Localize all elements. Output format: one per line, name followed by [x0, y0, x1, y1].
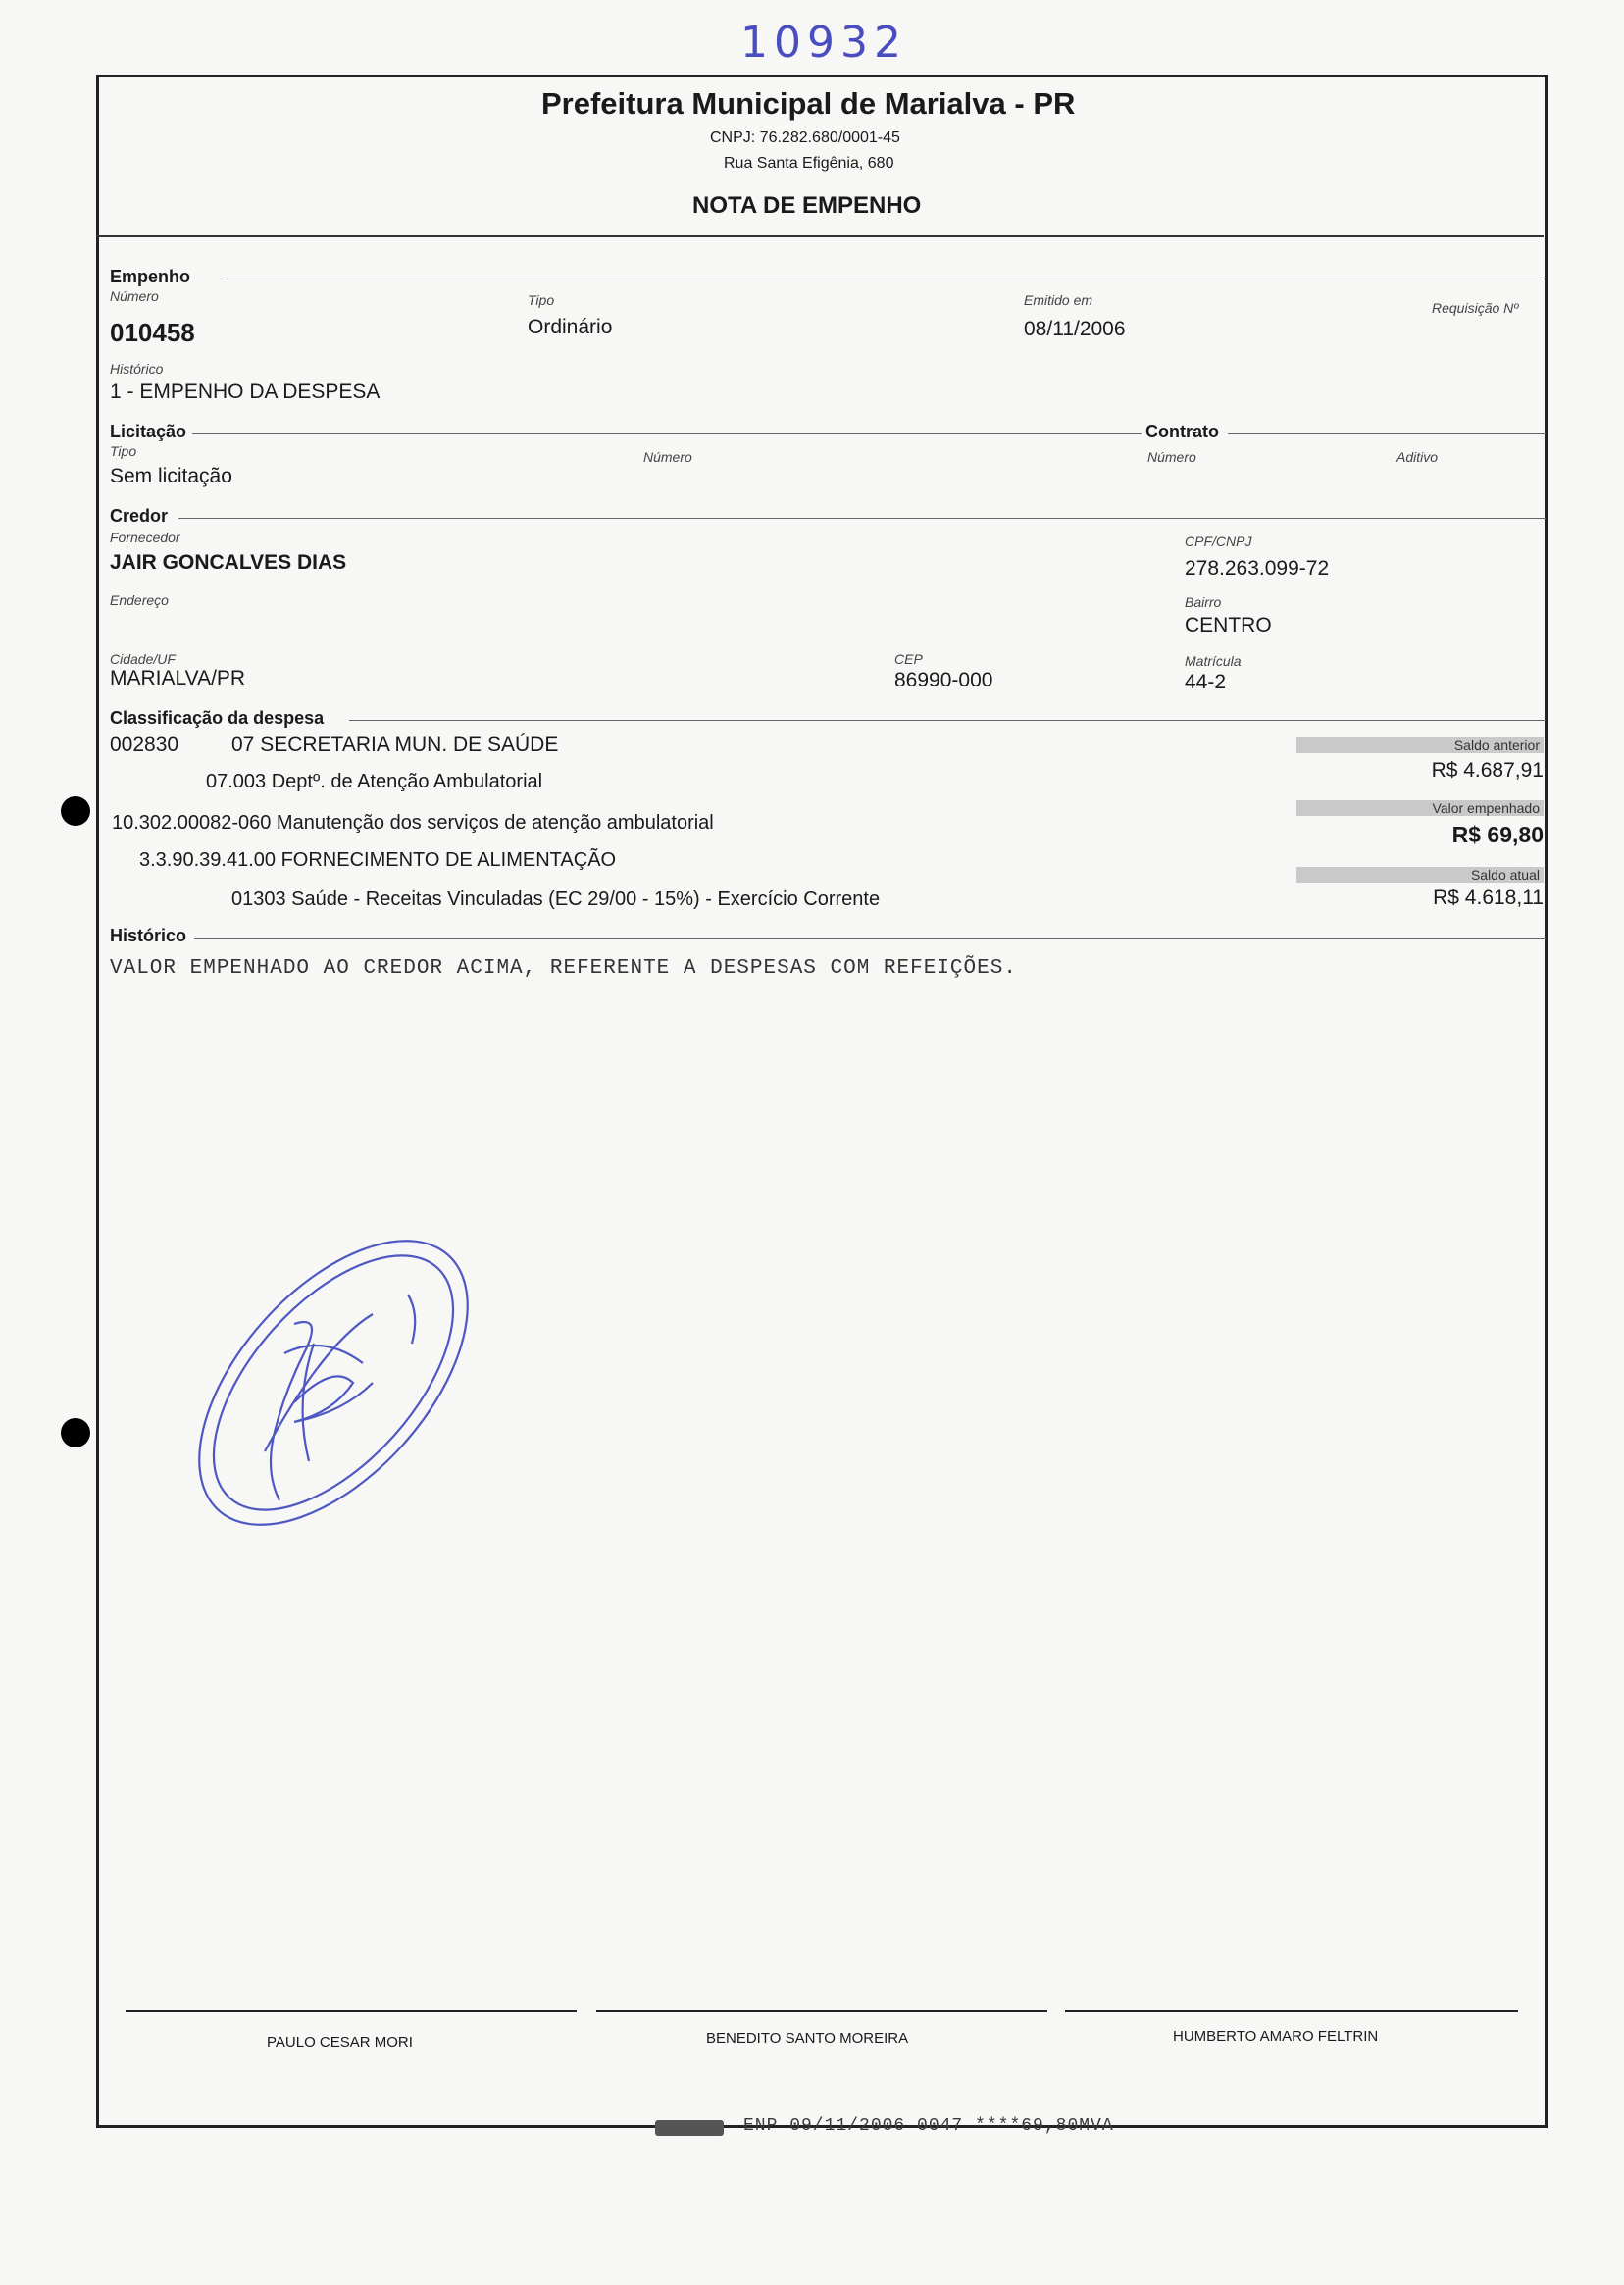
municipality-title: Prefeitura Municipal de Marialva - PR	[541, 86, 1076, 121]
matricula-label: Matrícula	[1185, 653, 1242, 669]
cpf-value: 278.263.099-72	[1185, 557, 1330, 580]
empenho-tipo-label: Tipo	[528, 292, 555, 308]
handwritten-number: 10932	[740, 18, 907, 68]
contrato-section-label: Contrato	[1145, 422, 1219, 441]
emitido-label: Emitido em	[1024, 292, 1093, 308]
licitacao-section-label: Licitação	[110, 422, 187, 441]
cidade-label: Cidade/UF	[110, 651, 176, 667]
doc-title: NOTA DE EMPENHO	[692, 192, 922, 219]
cpf-label: CPF/CNPJ	[1185, 533, 1252, 549]
endereco-label: Endereço	[110, 592, 169, 608]
requisicao-label: Requisição Nº	[1432, 300, 1519, 316]
empenho-historico-label: Histórico	[110, 361, 164, 377]
valor-empenhado-label: Valor empenhado	[1296, 800, 1544, 816]
licitacao-tipo: Sem licitação	[110, 465, 232, 487]
empenho-numero: 010458	[110, 318, 195, 347]
licitacao-tipo-label: Tipo	[110, 443, 137, 459]
signature-name-3: HUMBERTO AMARO FELTRIN	[1173, 2028, 1379, 2045]
signature-name-2: BENEDITO SANTO MOREIRA	[706, 2030, 909, 2047]
saldo-atual-label: Saldo atual	[1296, 867, 1544, 883]
empenho-numero-label: Número	[110, 288, 159, 304]
bairro-label: Bairro	[1185, 594, 1222, 610]
historico-text: VALOR EMPENHADO AO CREDOR ACIMA, REFERENTE A DESPESAS COM REFEIÇÕES.	[110, 957, 1017, 980]
address-line: Rua Santa Efigênia, 680	[724, 155, 894, 172]
bairro-value: CENTRO	[1185, 614, 1272, 636]
signature-line	[596, 2010, 1047, 2012]
orgao-code: 002830	[110, 734, 179, 756]
saldo-anterior-value: R$ 4.687,91	[1431, 759, 1544, 782]
signature-line	[1065, 2010, 1518, 2012]
historico-section-label: Histórico	[110, 926, 187, 945]
elemento: 3.3.90.39.41.00 FORNECIMENTO DE ALIMENTAÇÃO	[139, 849, 617, 871]
cep-value: 86990-000	[894, 669, 993, 691]
funcional: 10.302.00082-060 Manutenção dos serviços de atenção ambulatorial	[112, 812, 714, 834]
historico-rule	[194, 938, 1546, 939]
signature-stamp	[147, 1206, 520, 1559]
punch-hole	[61, 796, 90, 826]
cnpj-line: CNPJ: 76.282.680/0001-45	[710, 129, 900, 146]
cep-label: CEP	[894, 651, 923, 667]
unidade: 07.003 Deptº. de Atenção Ambulatorial	[206, 771, 543, 792]
classificacao-section-label: Classificação da despesa	[110, 708, 325, 728]
classificacao-rule	[349, 720, 1546, 721]
matricula-value: 44-2	[1185, 671, 1227, 693]
licitacao-rule	[192, 433, 1142, 434]
empenho-historico: 1 - EMPENHO DA DESPESA	[110, 381, 381, 403]
fonte: 01303 Saúde - Receitas Vinculadas (EC 29/00 - 15%) - Exercício Corrente	[231, 889, 881, 910]
bottom-stamp: ENP 09/11/2006 0047 ****69,80MVA	[743, 2116, 1114, 2136]
credor-section-label: Credor	[110, 506, 169, 526]
fornecedor-label: Fornecedor	[110, 530, 180, 545]
signature-line	[126, 2010, 577, 2012]
stamp-mark-icon	[655, 2120, 724, 2136]
contrato-numero-label: Número	[1147, 449, 1196, 465]
credor-rule	[178, 518, 1546, 519]
saldo-atual-value: R$ 4.618,11	[1433, 887, 1544, 909]
licitacao-numero-label: Número	[643, 449, 692, 465]
emitido-date: 08/11/2006	[1024, 318, 1126, 340]
valor-empenhado-value: R$ 69,80	[1451, 822, 1544, 847]
signature-name-1: PAULO CESAR MORI	[267, 2034, 413, 2051]
orgao-name: 07 SECRETARIA MUN. DE SAÚDE	[231, 734, 559, 756]
contrato-aditivo-label: Aditivo	[1396, 449, 1439, 465]
empenho-section-label: Empenho	[110, 267, 191, 286]
empenho-tipo: Ordinário	[528, 316, 613, 338]
cidade-value: MARIALVA/PR	[110, 667, 246, 689]
contrato-rule	[1228, 433, 1546, 434]
fornecedor-name: JAIR GONCALVES DIAS	[110, 551, 347, 574]
saldo-anterior-label: Saldo anterior	[1296, 737, 1544, 753]
punch-hole	[61, 1418, 90, 1447]
header-divider	[96, 235, 1544, 237]
